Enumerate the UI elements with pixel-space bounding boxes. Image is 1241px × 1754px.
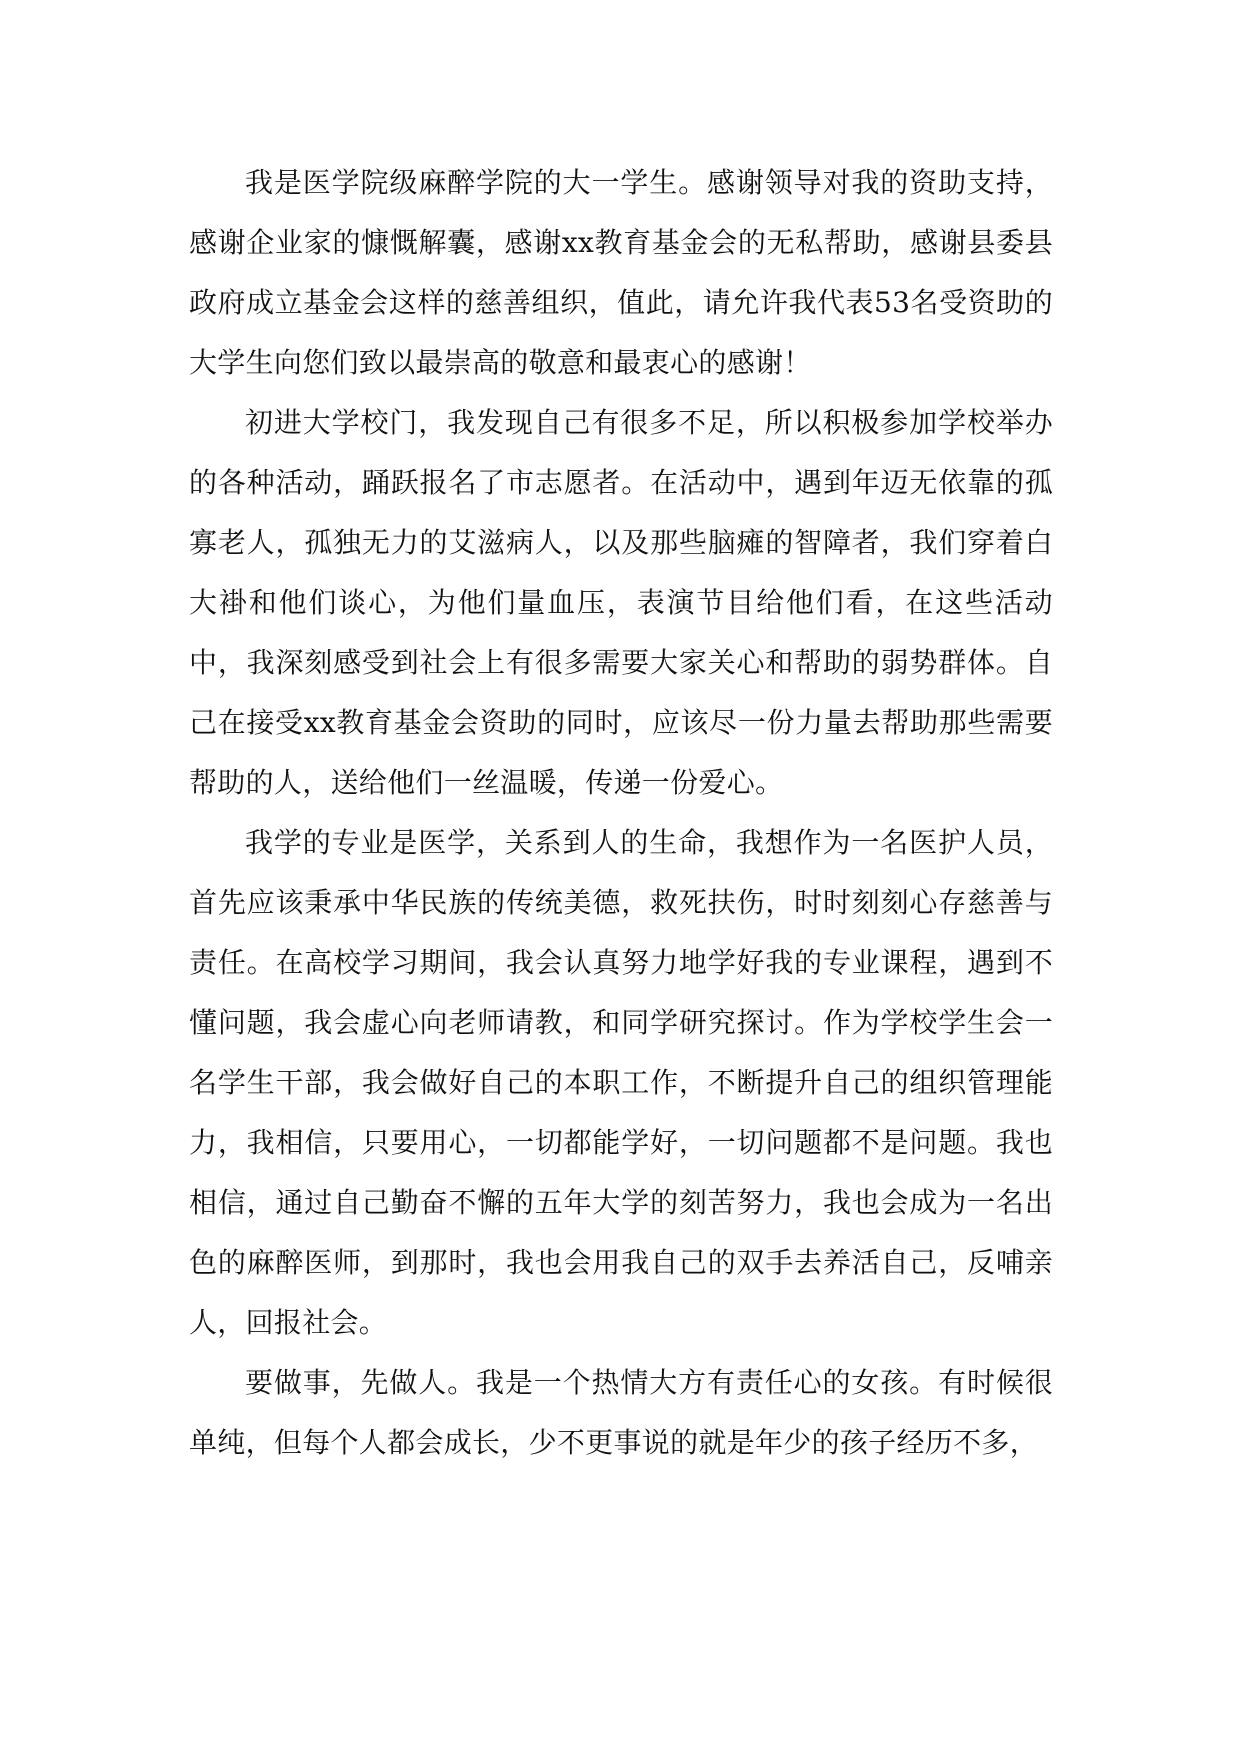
- document-body: [189, 153, 1053, 1473]
- paragraph-1: 我是医学院级麻醉学院的大一学生。感谢领导对我的资助支持，感谢企业家的慷慨解囊，感谢xx教育基金会的无私帮助，感谢县委县政府成立基金会这样的慈善组织，值此，请允许我代表53名受资助的大学生向您们致以最崇高的敬意和最衷心的感谢！: [189, 166, 1053, 379]
- paragraph-2: 初进大学校门，我发现自己有很多不足，所以积极参加学校举办的各种活动，踊跃报名了市志愿者。在活动中，遇到年迈无依靠的孤寡老人，孤独无力的艾滋病人，以及那些脑瘫的智障者，我们穿着白大褂和他们谈心，为他们量血压，表演节目给他们看，在这些活动中，我深刻感受到社会上有很多需要大家关心和帮助的弱势群体。自己在接受xx教育基金会资助的同时，应该尽一份力量去帮助那些需要帮助的人，送给他们一丝温暖，传递一份爱心。: [189, 406, 1053, 799]
- paragraph-3: 我学的专业是医学，关系到人的生命，我想作为一名医护人员，首先应该秉承中华民族的传统美德，救死扶伤，时时刻刻心存慈善与责任。在高校学习期间，我会认真努力地学好我的专业课程，遇到不懂问题，我会虚心向老师请教，和同学研究探讨。作为学校学生会一名学生干部，我会做好自己的本职工作，不断提升自己的组织管理能力，我相信，只要用心，一切都能学好，一切问题都不是问题。我也相信，通过自己勤奋不懈的五年大学的刻苦努力，我也会成为一名出色的麻醉医师，到那时，我也会用我自己的双手去养活自己，反哺亲人，回报社会。: [189, 826, 1053, 1339]
- paragraph-4: 要做事，先做人。我是一个热情大方有责任心的女孩。有时候很单纯，但每个人都会成长，少不更事说的就是年少的孩子经历不多，: [189, 1366, 1053, 1459]
